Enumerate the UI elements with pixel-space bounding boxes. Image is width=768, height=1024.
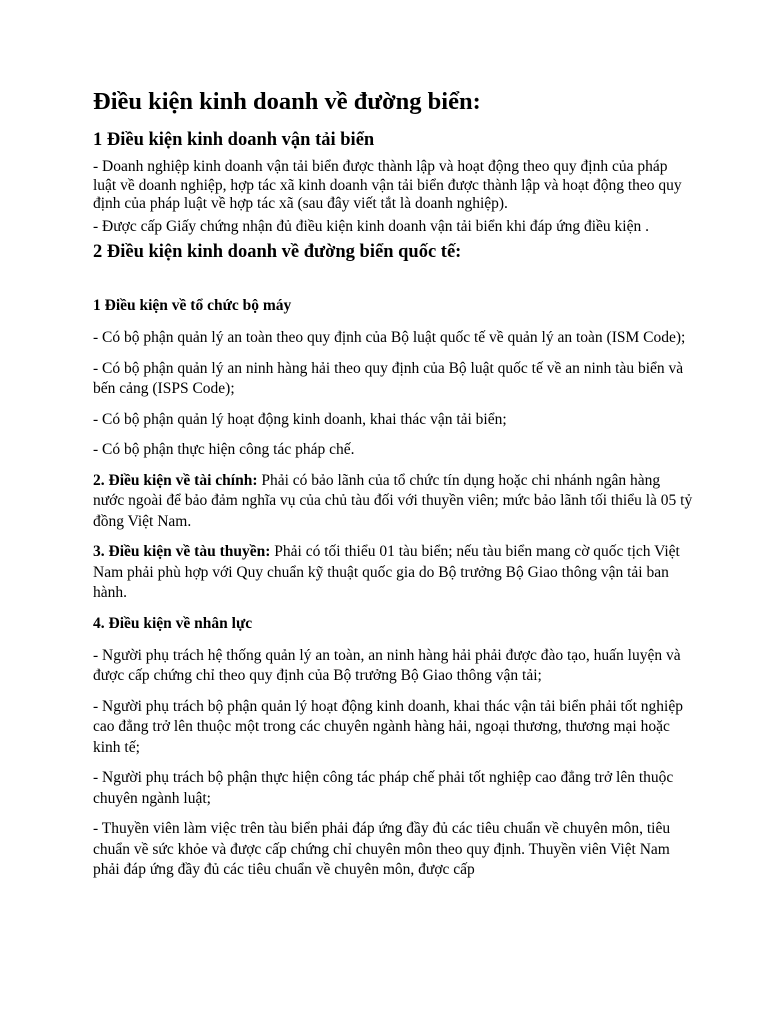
section2-heading: 2 Điều kiện kinh doanh về đường biển quốc tế: — [93, 242, 462, 262]
org-item: - Có bộ phận thực hiện công tác pháp chế. — [93, 441, 355, 458]
finance-paragraph — [93, 471, 693, 533]
finance-text: Phải có bảo lãnh của tổ chức tín dụng hoặc chi nhánh ngân hàng nước ngoài để bảo đảm nghĩa vụ của chủ tàu đối với thuyền viên; mức bảo lãnh tối thiểu là 05 tỷ đồng Việt Nam. — [93, 471, 693, 530]
hr-item: - Người phụ trách hệ thống quản lý an toàn, an ninh hàng hải phải được đào tạo, huấn luyện và được cấp chứng chỉ theo quy định của Bộ trưởng Bộ Giao thông vận tải; — [93, 646, 681, 684]
finance-lead: 2. Điều kiện về tài chính: — [93, 471, 258, 489]
section1-paragraph: - Được cấp Giấy chứng nhận đủ điều kiện kinh doanh vận tải biển khi đáp ứng điều kiện . — [93, 217, 649, 235]
document-page — [93, 86, 693, 891]
vessel-paragraph — [93, 542, 693, 604]
subsection-hr-heading: 4. Điều kiện về nhân lực — [93, 614, 253, 632]
vessel-text: Phải có tối thiểu 01 tàu biển; nếu tàu biển mang cờ quốc tịch Việt Nam phải phù hợp với Quy chuẩn kỹ thuật quốc gia do Bộ trưởng Bộ Giao thông vận tải ban hành. — [93, 543, 680, 601]
hr-item: - Người phụ trách bộ phận thực hiện công tác pháp chế phải tốt nghiệp cao đẳng trở lên thuộc chuyên ngành luật; — [93, 769, 674, 807]
document-title: Điều kiện kinh doanh về đường biển: — [93, 88, 481, 115]
subsection-org-heading: 1 Điều kiện về tổ chức bộ máy — [93, 297, 292, 314]
org-item: - Có bộ phận quản lý an ninh hàng hải theo quy định của Bộ luật quốc tế về an ninh tàu biển và bến cảng (ISPS Code); — [93, 359, 684, 397]
hr-item: - Người phụ trách bộ phận quản lý hoạt động kinh doanh, khai thác vận tải biển phải tốt nghiệp cao đẳng trở lên thuộc một trong các chuyên ngành hàng hải, ngoại thương, thương mại hoặc kinh tế; — [93, 697, 683, 756]
section-spacer — [93, 270, 693, 296]
org-item: - Có bộ phận quản lý hoạt động kinh doanh, khai thác vận tải biển; — [93, 410, 507, 428]
org-item: - Có bộ phận quản lý an toàn theo quy định của Bộ luật quốc tế về quản lý an toàn (ISM Code); — [93, 329, 686, 346]
hr-item: - Thuyền viên làm việc trên tàu biển phải đáp ứng đầy đủ các tiêu chuẩn về chuyên môn, tiêu chuẩn về sức khỏe và được cấp chứng chỉ chuyên môn theo quy định. Thuyền viên Việt Nam phải đáp ứng đầy đủ các tiêu chuẩn về chuyên môn, được cấp — [93, 820, 671, 878]
section1-heading: 1 Điều kiện kinh doanh vận tải biển — [93, 130, 375, 150]
vessel-lead: 3. Điều kiện về tàu thuyền: — [93, 543, 271, 560]
section1-paragraph: - Doanh nghiệp kinh doanh vận tải biển được thành lập và hoạt động theo quy định của pháp luật về doanh nghiệp, hợp tác xã kinh doanh vận tải biển được thành lập và hoạt động theo quy định của pháp luật về hợp tác xã (sau đây viết tắt là doanh nghiệp). — [93, 158, 682, 212]
